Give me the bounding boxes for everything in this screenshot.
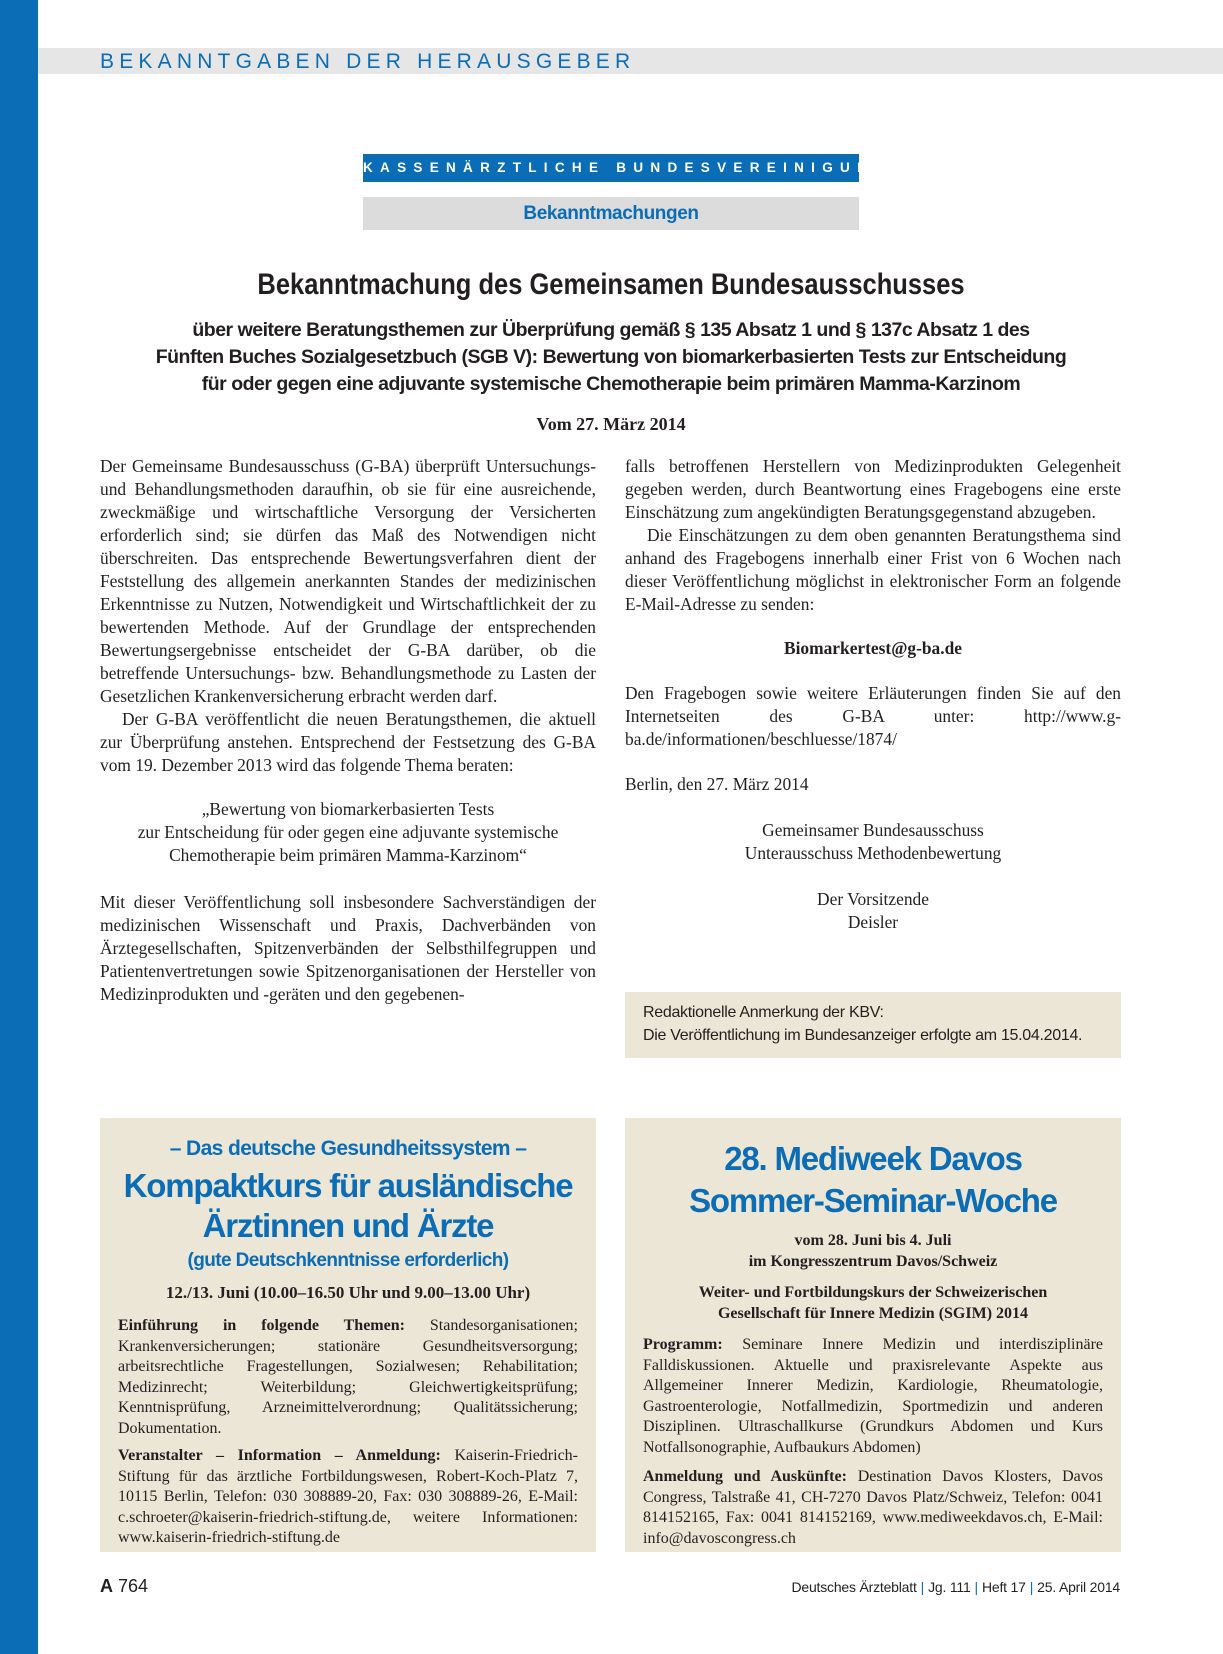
ad-contact-label: Veranstalter – Information – Anmeldung: <box>118 1447 441 1464</box>
ad-date: 12./13. Juni (10.00–16.50 Uhr und 9.00–13.00 Uhr) <box>165 1283 531 1302</box>
journal-name: Deutsches Ärzteblatt <box>791 1579 917 1595</box>
note-line: Redaktionelle Anmerkung der KBV: <box>643 1004 884 1021</box>
ad-course-line: Gesellschaft für Innere Medizin (SGIM) 2014 <box>717 1305 1029 1322</box>
signature-org: Gemeinsamer Bundesausschuss <box>762 820 984 840</box>
quote-line: zur Entscheidung für oder gegen eine adjuvante systemische <box>137 822 559 842</box>
article-date: Vom 27. März 2014 <box>536 414 686 434</box>
ad-when-line: vom 28. Juni bis 4. Juli <box>794 1232 952 1249</box>
ad-subtitle: (gute Deutschkenntnisse erforderlich) <box>187 1250 509 1271</box>
article-title: Bekanntmachung des Gemeinsamen Bundesausschusses <box>257 268 965 301</box>
ad-when-line: im Kongresszentrum Davos/Schweiz <box>748 1253 998 1270</box>
note-line: Die Veröffentlichung im Bundesanzeiger erfolgte am 15.04.2014. <box>643 1027 1083 1044</box>
ad-title-line: Sommer-Seminar-Woche <box>689 1182 1057 1219</box>
ad-contact-text: Destination Davos Klosters, Davos Congress, Talstraße 41, CH-7270 Davos Platz/Schweiz, Telefon: 0041 814152165, Fax: 0041 814152169, www.mediweekdavos.ch, E-Mail: info@davoscongress.ch <box>643 1468 1104 1547</box>
ad-topics-label: Einführung in folgende Themen: <box>118 1317 405 1334</box>
ad-program <box>643 1335 1103 1458</box>
quote-line: „Bewertung von biomarkerbasierten Tests <box>201 799 495 819</box>
body-paragraph: Den Fragebogen sowie weitere Erläuterungen finden Sie auf den Internetseiten des G-BA unter: http://www.g-ba.de/informationen/beschluesse/1874/ <box>625 683 1121 749</box>
body-paragraph: Die Einschätzungen zu dem oben genannten Beratungsthema sind anhand des Fragebogens innerhalb einer Frist von 6 Wochen nach dieser Veröffentlichung möglichst in elektronischer Form an folgende E-Mail-Adresse zu senden: <box>625 525 1121 614</box>
journal-date: 25. April 2014 <box>1037 1579 1120 1595</box>
ad-program-label: Programm: <box>643 1336 723 1353</box>
ad-topics-text: Standesorganisationen; Krankenversicherungen; stationäre Gesundheitsversorgung; arbeitsrechtliche Fragestellungen, Sozialwesen; Rehabilitation; Medizinrecht; Weiterbildung; Gleichwertigkeitsprüfung; Kenntnisprüfung, Arzneimittelverordnung; Qualitätssicherung; Dokumentation. <box>118 1317 578 1437</box>
journal-issue: Heft 17 <box>981 1579 1026 1595</box>
body-paragraph: falls betroffenen Herstellern von Medizinprodukten Gelegenheit gegeben werden, durch Beantwortung eines Fragebogens eine erste Einschätzung zum angekündigten Beratungsgegenstand abzugeben. <box>625 456 1121 522</box>
body-paragraph: Mit dieser Veröffentlichung soll insbesondere Sachverständigen der medizinischen Wissenschaft und Praxis, Dachverbänden von Ärztegesellschaften, Spitzenverbänden der Selbsthilfegruppen und Patientenvertretungen sowie Spitzenorganisationen der Hersteller von Medizinprodukten und -geräten und den gegebenen- <box>100 892 596 1004</box>
ad-title-line: 28. Mediweek Davos <box>724 1140 1022 1177</box>
page-number-value: 764 <box>118 1576 149 1596</box>
journal-volume: Jg. 111 <box>928 1579 971 1595</box>
signature-committee: Unterausschuss Methodenbewertung <box>744 843 1002 863</box>
side-color-bar <box>0 0 38 1654</box>
section-header: BEKANNTGABEN DER HERAUSGEBER <box>100 50 636 73</box>
organization-banner: KASSENÄRZTLICHE BUNDESVEREINIGUNG <box>363 154 859 182</box>
signature-person <box>625 888 1121 934</box>
editorial-note <box>625 992 1121 1058</box>
ad-topics <box>118 1316 578 1439</box>
quote-line: Chemotherapie beim primären Mamma-Karzinom“ <box>169 845 527 865</box>
ad-title-line: Kompaktkurs für ausländische <box>123 1167 573 1204</box>
page-number <box>100 1575 148 1597</box>
ad-course <box>643 1282 1103 1324</box>
left-column <box>100 455 596 1006</box>
signature-role: Der Vorsitzende <box>817 889 929 909</box>
signature-block <box>625 819 1121 865</box>
ad-mediweek <box>625 1118 1121 1552</box>
ad-contact-label: Anmeldung und Auskünfte: <box>643 1468 847 1485</box>
body-paragraph: Der G-BA veröffentlicht die neuen Beratungsthemen, die aktuell zur Überprüfung anstehen. Entsprechend der Festsetzung des G-BA vom 19. Dezember 2013 wird das folgende Thema beraten: <box>100 709 596 775</box>
signature-name: Deisler <box>847 912 899 932</box>
ad-title <box>643 1138 1103 1222</box>
page-prefix: A <box>100 1576 113 1596</box>
topic-quote <box>100 798 596 867</box>
ad-kompaktkurs <box>100 1118 596 1552</box>
ad-contact-text: Kaiserin-Friedrich-Stiftung für das ärztliche Fortbildungswesen, Robert-Koch-Platz 7, 10115 Berlin, Telefon: 030 308889-20, Fax: 030 308889-26, E-Mail: c.schroeter@kaiserin-friedrich-stiftung.de, weitere Informationen: www.kaiserin-friedrich-stiftung.de <box>118 1447 579 1546</box>
subtitle-line: Fünften Buches Sozialgesetzbuch (SGB V): Bewertung von biomarkerbasierten Tests zur Entscheidung <box>155 346 1067 368</box>
ad-title-line: Ärztinnen und Ärzte <box>202 1207 494 1244</box>
subtitle-line: für oder gegen eine adjuvante systemische Chemotherapie beim primären Mamma-Karzinom <box>201 373 1021 395</box>
category-banner: Bekanntmachungen <box>363 197 859 230</box>
body-paragraph: Der Gemeinsame Bundesausschuss (G-BA) überprüft Untersuchungs- und Behandlungsmethoden daraufhin, ob sie für eine ausreichende, zweckmäßige und wirtschaftliche Versorgung der Versicherten erforderlich sind; sie dürfen das Maß des Notwendigen nicht überschreiten. Das entsprechende Bewertungsverfahren dient der Feststellung des allgemein anerkannten Standes der medizinischen Erkenntnisse zu Nutzen, Notwendigkeit und Wirtschaftlichkeit der zu bewertenden Methode. Auf der Grundlage der entsprechenden Bewertungsergebnisse entscheidet der G-BA darüber, ob die betreffende Untersuchungs- bzw. Behandlungsmethode zu Lasten der Gesetzlichen Krankenversicherung erbracht werden darf. <box>100 456 596 706</box>
ad-contact <box>643 1467 1103 1549</box>
place-date: Berlin, den 27. März 2014 <box>625 774 809 794</box>
ad-title <box>118 1166 578 1246</box>
article-subtitle <box>100 317 1122 398</box>
ad-kicker: – Das deutsche Gesundheitssystem – <box>169 1137 527 1160</box>
ad-course-line: Weiter- und Fortbildungskurs der Schweizerischen <box>698 1284 1048 1301</box>
right-column <box>625 455 1121 934</box>
ad-program-text: Seminare Innere Medizin und interdisziplinäre Falldiskussionen. Aktuelle und praxisrelevante Aspekte aus Allgemeiner Innerer Medizin, Kardiologie, Rheumatologie, Gastroenterologie, Notfallmedizin, Sportmedizin und anderen Disziplinen. Ultraschallkurse (Grundkurs Abdomen und Kurs Notfallsonographie, Aufbaukurs Abdomen) <box>643 1336 1103 1456</box>
ad-when <box>643 1230 1103 1272</box>
contact-email-link[interactable]: Biomarkertest@g-ba.de <box>784 638 962 658</box>
journal-info: Deutsches Ärzteblatt | Jg. 111 | Heft 17 | 25. April 2014 <box>791 1579 1120 1595</box>
ad-contact <box>118 1446 578 1549</box>
subtitle-line: über weitere Beratungsthemen zur Überprüfung gemäß § 135 Absatz 1 und § 137c Absatz 1 des <box>192 319 1030 341</box>
